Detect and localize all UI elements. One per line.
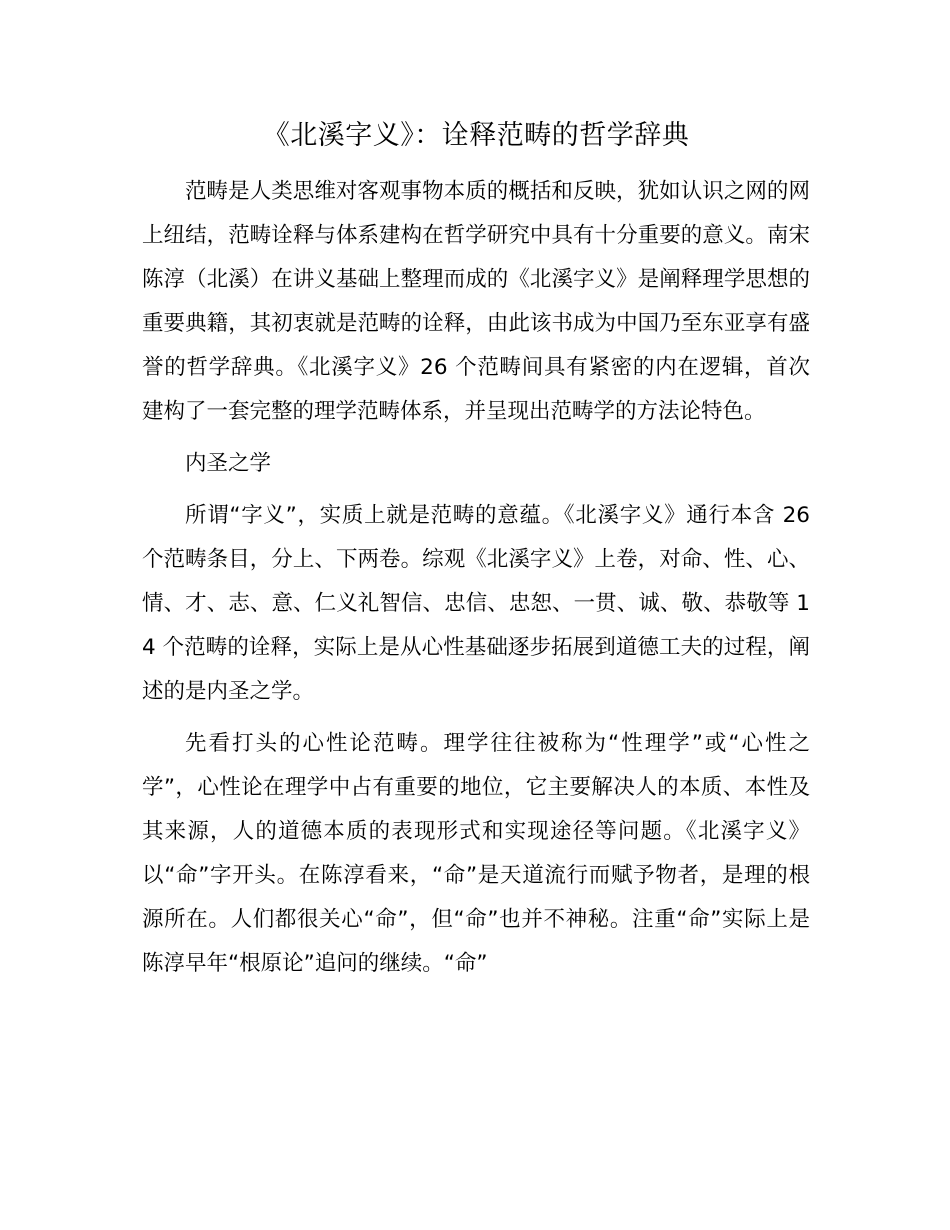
paragraph-ziyi: 所谓“字义”，实质上就是范畴的意蕴。《北溪字义》通行本含 26 个范畴条目，分上、下两卷。综观《北溪字义》上卷，对命、性、心、情、才、志、意、仁义礼智信、忠信、忠恕、一贯、诚、敬、恭敬等 14 个范畴的诠释，实际上是从心性基础逐步拓展到道德工夫的过程，阐述的是内圣之学。	[142, 503, 810, 704]
section-heading-neisheng: 内圣之学	[185, 451, 272, 476]
paragraph-intro: 范畴是人类思维对客观事物本质的概括和反映，犹如认识之网的网上纽结，范畴诠释与体系建构在哲学研究中具有十分重要的意义。南宋陈淳（北溪）在讲义基础上整理而成的《北溪字义》是阐释理学思想的重要典籍，其初衷就是范畴的诠释，由此该书成为中国乃至东亚享有盛誉的哲学辞典。《北溪字义》26 个范畴间具有紧密的内在逻辑，首次建构了一套完整的理学范畴体系，并呈现出范畴学的方法论特色。	[142, 179, 810, 424]
document-title: 《北溪字义》：诠释范畴的哲学辞典	[262, 120, 690, 151]
document-page	[142, 114, 810, 994]
paragraph-xinxing: 先看打头的心性论范畴。理学往往被称为“性理学”或“心性之学”，心性论在理学中占有重要的地位，它主要解决人的本质、本性及其来源，人的道德本质的表现形式和实现途径等问题。《北溪字义》以“命”字开头。在陈淳看来，“命”是天道流行而赋予物者，是理的根源所在。人们都很关心“命”，但“命”也并不神秘。注重“命”实际上是陈淳早年“根原论”追问的继续。“命”	[142, 731, 810, 976]
